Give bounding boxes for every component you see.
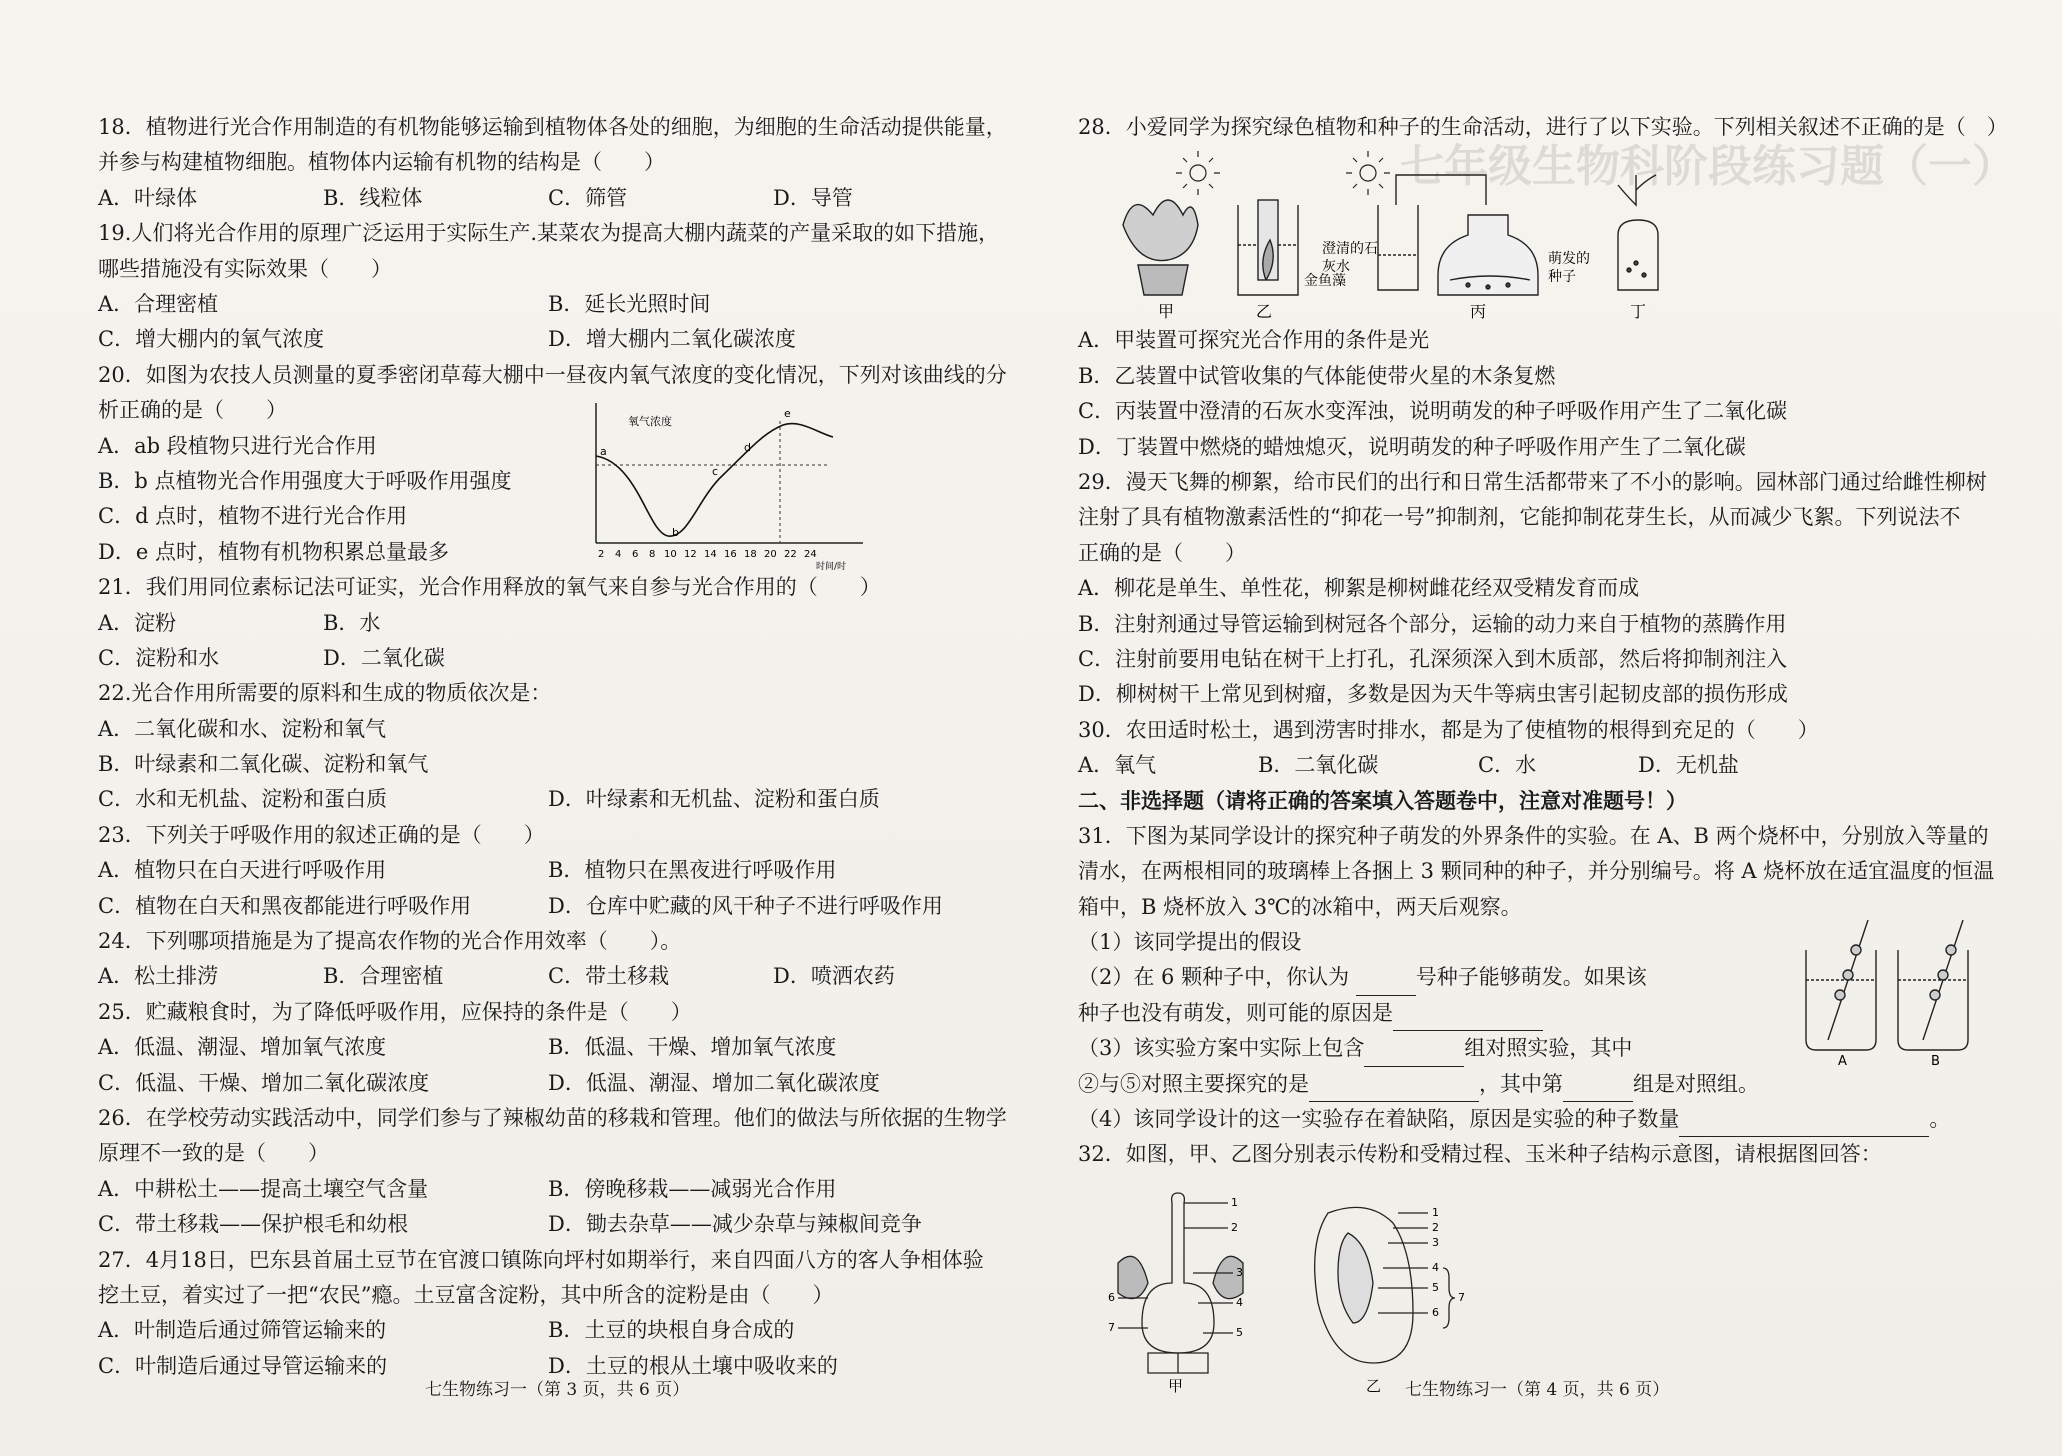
q26-line-1: 26．在学校劳动实践活动中，同学们参与了辣椒幼苗的移栽和管理。他们的做法与所依据的生物学: [98, 1105, 1007, 1130]
q31-line-2: 清水，在两根相同的玻璃棒上各捆上 3 颗同种的种子，并分别编号。将 A 烧杯放在适宜温度的恒温: [1078, 859, 1995, 884]
q27-option-b: B．土豆的块根自身合成的: [548, 1318, 795, 1343]
q23-options-cd: [98, 889, 998, 924]
q20-line-1: 20．如图为农技人员测量的夏季密闭草莓大棚中一昼夜内氧气浓度的变化情况，下列对该曲线的分: [98, 362, 1007, 387]
fig32-yi-label: 3: [1432, 1235, 1439, 1249]
graph-tick: 10: [664, 549, 677, 561]
show-through-title: 七年级生物科阶段练习题（一）: [1400, 141, 2016, 192]
fig28-label-ding: 丁: [1630, 302, 1647, 322]
q20-oxygen-graph: [578, 393, 878, 570]
q22-option-d: D．叶绿素和无机盐、淀粉和蛋白质: [548, 787, 880, 812]
q31-sub-3b: [1078, 1067, 1798, 1102]
q24-option-c: C．带土移栽: [548, 964, 670, 989]
fig32-jia-label: 5: [1236, 1325, 1243, 1339]
q25-options-ab: [98, 1030, 998, 1065]
q23-option-a: A．植物只在白天进行呼吸作用: [98, 858, 387, 883]
q29-option-d: D．柳树树干上常见到树瘤，多数是因为天牛等病虫害引起韧皮部的损伤形成: [1078, 682, 1788, 707]
q22-options-cd: [98, 782, 998, 817]
sun-icon: [1346, 151, 1390, 195]
fig32-jia-label: 2: [1231, 1220, 1238, 1234]
q19-option-a: A．合理密植: [98, 291, 219, 316]
beaker-a-icon: [1806, 920, 1876, 1050]
graph-point-d: d: [744, 441, 751, 455]
section-2-heading: 二、非选择题（请将正确的答案填入答题卷中，注意对准题号！）: [1078, 788, 1687, 814]
q26-option-a: A．中耕松土——提高土壤空气含量: [98, 1176, 429, 1201]
q25-option-b: B．低温、干燥、增加氧气浓度: [548, 1035, 837, 1060]
q24-option-d: D．喷洒农药: [773, 964, 895, 989]
q26-option-c: C．带土移栽——保护根毛和幼根: [98, 1212, 409, 1237]
q24-line-1: 24．下列哪项措施是为了提高农作物的光合作用效率（ ）。: [98, 929, 682, 954]
q29-line-1: 29．漫天飞舞的柳絮，给市民们的出行和日常生活都带来了不小的影响。园林部门通过给雌性柳树: [1078, 469, 1987, 494]
q25-option-a: A．低温、潮湿、增加氧气浓度: [98, 1035, 387, 1060]
q20-option-c: C．d 点时，植物不进行光合作用: [98, 504, 408, 529]
q32-line-1: 32．如图，甲、乙图分别表示传粉和受精过程、玉米种子结构示意图，请根据图回答：: [1078, 1142, 1882, 1167]
q18-options: [98, 181, 998, 216]
jar-candle-icon: [1618, 175, 1658, 290]
answer-blank[interactable]: [1309, 1079, 1479, 1102]
q27-line-1: 27．4月18日，巴东县首届土豆节在官渡口镇陈向坪村如期举行，来自四面八方的客人争相体验: [98, 1247, 984, 1272]
fig32-label-jia: 甲: [1168, 1376, 1184, 1393]
fig32-label-yi: 乙: [1366, 1376, 1382, 1393]
q19-options-cd: [98, 322, 998, 357]
answer-blank[interactable]: [1356, 973, 1416, 996]
q22-option-c: C．水和无机盐、淀粉和蛋白质: [98, 787, 388, 812]
potted-plant-icon: [1123, 200, 1198, 295]
q28-option-a: A．甲装置可探究光合作用的条件是光: [1078, 328, 1430, 353]
q27-option-a: A．叶制造后通过筛管运输来的: [98, 1318, 387, 1343]
q31-beakers-figure: [1798, 890, 1978, 1067]
q29-option-a: A．柳花是单生、单性花，柳絮是柳树雌花经双受精发育而成: [1078, 576, 1640, 601]
q21-option-b: B．水: [323, 610, 381, 635]
fig32-yi-label: 4: [1432, 1260, 1439, 1274]
q23-option-d: D．仓库中贮藏的风干种子不进行呼吸作用: [548, 893, 943, 918]
graph-point-c: c: [712, 465, 719, 479]
q31-sub-3: [1078, 1031, 1798, 1066]
graph-point-a: a: [600, 445, 607, 459]
fig28-seeds-label-1: 萌发的: [1548, 251, 1590, 268]
beaker-b-label: B: [1931, 1053, 1940, 1067]
q30-option-b: B．二氧化碳: [1258, 753, 1379, 778]
page-3: [98, 110, 1007, 1384]
fig32-yi-label: 2: [1432, 1220, 1439, 1234]
flower-diagram-icon: [1118, 1193, 1243, 1373]
q28-option-b: B．乙装置中试管收集的气体能使带火星的木条复燃: [1078, 363, 1556, 388]
fig28-label-jia: 甲: [1158, 302, 1175, 322]
q31-sub-1-text: （1）该同学提出的假设: [1078, 930, 1302, 955]
q30-options: [1078, 748, 1978, 783]
q20-option-d: D．e 点时，植物有机物积累总量最多: [98, 539, 449, 564]
q31-sub-2: [1078, 960, 1798, 995]
q31-sub-3-tail: 组对照实验，其中: [1464, 1036, 1633, 1061]
q26-option-b: B．傍晚移栽——减弱光合作用: [548, 1176, 837, 1201]
q19-option-d: D．增大棚内二氧化碳浓度: [548, 327, 796, 352]
graph-point-e: e: [784, 407, 791, 421]
q31-sub-3-text: （3）该实验方案中实际上包含: [1078, 1036, 1365, 1061]
q21-options-cd: [98, 641, 548, 676]
q31-sub-4: （4）该同学设计的这一实验存在着缺陷，原因是实验的种子数量 。: [1078, 1102, 1978, 1137]
q19-options-ab: [98, 287, 998, 322]
fig28-label-bing: 丙: [1470, 302, 1487, 322]
answer-blank[interactable]: [1364, 1044, 1464, 1067]
q31-sub-2b-text: 种子也没有萌发，则可能的原因是: [1078, 1000, 1393, 1025]
graph-ylabel: 氧气浓度: [628, 415, 672, 429]
flask-icon: [1378, 175, 1538, 295]
q21-option-a: A．淀粉: [98, 610, 177, 635]
q21-options-ab: [98, 606, 548, 641]
graph-tick: 8: [649, 549, 656, 561]
q18-option-b: B．线粒体: [323, 185, 423, 210]
q30-option-d: D．无机盐: [1638, 753, 1739, 778]
q19-line-1: 19.人们将光合作用的原理广泛运用于实际生产.某菜农为提高大棚内蔬菜的产量采取的如下措施，: [98, 221, 1000, 246]
fig32-yi-label: 1: [1432, 1205, 1439, 1219]
fig32-jia-label: 3: [1236, 1265, 1243, 1279]
fig28-limewater-label-2: 灰水: [1322, 259, 1350, 276]
graph-tick: 2: [598, 549, 605, 561]
q31-sub-2-tail: 号种子能够萌发。如果该: [1415, 965, 1647, 990]
q32-figure: [1078, 1173, 1978, 1393]
q31-sub-4-text: （4）该同学设计的这一实验存在着缺陷，原因是实验的种子数量: [1078, 1106, 1680, 1131]
q20-option-a: A．ab 段植物只进行光合作用: [98, 433, 377, 458]
graph-tick: 22: [784, 549, 797, 561]
graph-tick: 24: [804, 549, 817, 561]
q23-option-b: B．植物只在黑夜进行呼吸作用: [548, 858, 837, 883]
q22-option-a: A．二氧化碳和水、淀粉和氧气: [98, 716, 387, 741]
q31-line-1: 31．下图为某同学设计的探究种子萌发的外界条件的实验。在 A、B 两个烧杯中，分别放入等量的: [1078, 823, 1989, 848]
q28-option-d: D．丁装置中燃烧的蜡烛熄灭，说明萌发的种子呼吸作用产生了二氧化碳: [1078, 434, 1746, 459]
q31-sub-1: [1078, 925, 1798, 960]
fig32-jia-label: 6: [1108, 1290, 1115, 1304]
q20-option-b: B．b 点植物光合作用强度大于呼吸作用强度: [98, 468, 512, 493]
q25-option-d: D．低温、潮湿、增加二氧化碳浓度: [548, 1070, 880, 1095]
fig32-jia-label: 4: [1236, 1295, 1243, 1309]
page-4: [1078, 110, 2008, 1393]
q20-body: [98, 393, 998, 570]
q29-line-2: 注射了具有植物激素活性的“抑花一号”抑制剂，它能抑制花芽生长，从而减少飞絮。下列说法不: [1078, 505, 1961, 530]
q23-line-1: 23．下列关于呼吸作用的叙述正确的是（ ）: [98, 822, 545, 847]
q24-options: [98, 959, 998, 994]
q31-sub-3b-tail: 组是对照组。: [1633, 1071, 1759, 1096]
fig32-yi-label: 6: [1432, 1305, 1439, 1319]
fig32-yi-label: 7: [1458, 1290, 1465, 1304]
graph-tick: 18: [744, 549, 757, 561]
q21-option-c: C．淀粉和水: [98, 645, 220, 670]
q31-body: [1078, 890, 1978, 1102]
q29-line-3: 正确的是（ ）: [1078, 540, 1246, 565]
q25-option-c: C．低温、干燥、增加二氧化碳浓度: [98, 1070, 430, 1095]
q27-option-c: C．叶制造后通过导管运输来的: [98, 1353, 388, 1378]
q28-apparatus-figure: [1078, 145, 1978, 323]
q30-option-c: C．水: [1478, 753, 1537, 778]
q19-option-c: C．增大棚内的氧气浓度: [98, 327, 325, 352]
q30-option-a: A．氧气: [1078, 753, 1157, 778]
q18-option-a: A．叶绿体: [98, 185, 198, 210]
q31-line-3: 箱中，B 烧杯放入 3℃的冰箱中，两天后观察。: [1078, 894, 1522, 919]
fig32-jia-label: 7: [1108, 1320, 1115, 1334]
fig32-jia-label: 1: [1231, 1195, 1238, 1209]
graph-tick: 4: [615, 549, 622, 561]
q22-option-b: B．叶绿素和二氧化碳、淀粉和氧气: [98, 752, 429, 777]
q20-line-2: 析正确的是（ ）: [98, 398, 287, 423]
q29-option-b: B．注射剂通过导管运输到树冠各个部分，运输的动力来自于植物的蒸腾作用: [1078, 611, 1787, 636]
graph-tick: 20: [764, 549, 777, 561]
q30-line-1: 30．农田适时松土，遇到涝害时排水，都是为了使植物的根得到充足的（ ）: [1078, 717, 1819, 742]
q19-line-2: 哪些措施没有实际效果（ ）: [98, 256, 392, 281]
answer-blank[interactable]: [1563, 1079, 1633, 1102]
sun-icon: [1176, 151, 1220, 195]
q27-options-ab: [98, 1313, 998, 1348]
q26-line-2: 原理不一致的是（ ）: [98, 1141, 329, 1166]
q24-option-a: A．松土排涝: [98, 964, 219, 989]
q24-option-b: B．合理密植: [323, 964, 444, 989]
q21-option-d: D．二氧化碳: [323, 645, 445, 670]
fig28-label-yi: 乙: [1256, 302, 1273, 322]
answer-blank[interactable]: [1393, 1008, 1543, 1031]
q18-line-1: 18．植物进行光合作用制造的有机物能够运输到植物体各处的细胞，为细胞的生命活动提供能量，: [98, 115, 1007, 139]
q18-option-d: D．导管: [773, 185, 853, 210]
q25-options-cd: [98, 1066, 998, 1101]
q26-options-ab: [98, 1172, 998, 1207]
q19-option-b: B．延长光照时间: [548, 291, 711, 316]
q31-sub-2b: [1078, 996, 1798, 1031]
graph-tick: 14: [704, 549, 717, 561]
beaker-a-label: A: [1838, 1053, 1847, 1067]
graph-tick: 16: [724, 549, 737, 561]
q22-line-1: 22.光合作用所需要的原料和生成的物质依次是：: [98, 681, 552, 706]
q31-sub-3b-mid: ，其中第: [1479, 1071, 1563, 1096]
graph-tick: 12: [684, 549, 697, 561]
answer-blank[interactable]: [1679, 1114, 1929, 1137]
graph-xlabel: 时间/时: [816, 562, 847, 571]
q29-option-c: C．注射前要用电钻在树干上打孔，孔深须深入到木质部，然后将抑制剂注入: [1078, 646, 1788, 671]
fig28-limewater-label-1: 澄清的石: [1322, 241, 1378, 258]
q26-option-d: D．锄去杂草——减少杂草与辣椒间竞争: [548, 1212, 922, 1237]
q28-option-c: C．丙装置中澄清的石灰水变浑浊，说明萌发的种子呼吸作用产生了二氧化碳: [1078, 399, 1788, 424]
graph-point-b: b: [672, 526, 679, 540]
q31-sub-3b-text: ②与⑤对照主要探究的是: [1078, 1071, 1309, 1096]
q18-option-c: C．筛管: [548, 185, 628, 210]
page-4-footer: 七生物练习一（第 4 页，共 6 页）: [1405, 1380, 1670, 1400]
fig28-seeds-label-2: 种子: [1548, 269, 1576, 286]
q23-option-c: C．植物在白天和黑夜都能进行呼吸作用: [98, 893, 472, 918]
fig32-yi-label: 5: [1432, 1280, 1439, 1294]
q26-options-cd: [98, 1207, 998, 1242]
q18-line-2: 并参与构建植物细胞。植物体内运输有机物的结构是（ ）: [98, 150, 665, 175]
graph-tick: 6: [632, 549, 639, 561]
q23-options-ab: [98, 853, 998, 888]
q31-sub-2-text: （2）在 6 颗种子中，你认为: [1078, 965, 1350, 990]
q27-line-2: 挖土豆，着实过了一把“农民”瘾。土豆富含淀粉，其中所含的淀粉是由（ ）: [98, 1282, 834, 1307]
page-3-footer: 七生物练习一（第 3 页，共 6 页）: [425, 1380, 690, 1400]
beaker-b-icon: [1898, 920, 1968, 1050]
fig28-goldfish-label: 金鱼藻: [1304, 273, 1346, 290]
q25-line-1: 25．贮藏粮食时，为了降低呼吸作用，应保持的条件是（ ）: [98, 999, 692, 1024]
q27-option-d: D．土豆的根从土壤中吸收来的: [548, 1353, 838, 1378]
beaker-icon: [1238, 200, 1298, 295]
q28-line-1: 28．小爱同学为探究绿色植物和种子的生命活动，进行了以下实验。下列相关叙述不正确的是（ ）: [1078, 115, 2008, 139]
q21-line-1: 21．我们用同位素标记法可证实，光合作用释放的氧气来自参与光合作用的（ ）: [98, 575, 881, 600]
